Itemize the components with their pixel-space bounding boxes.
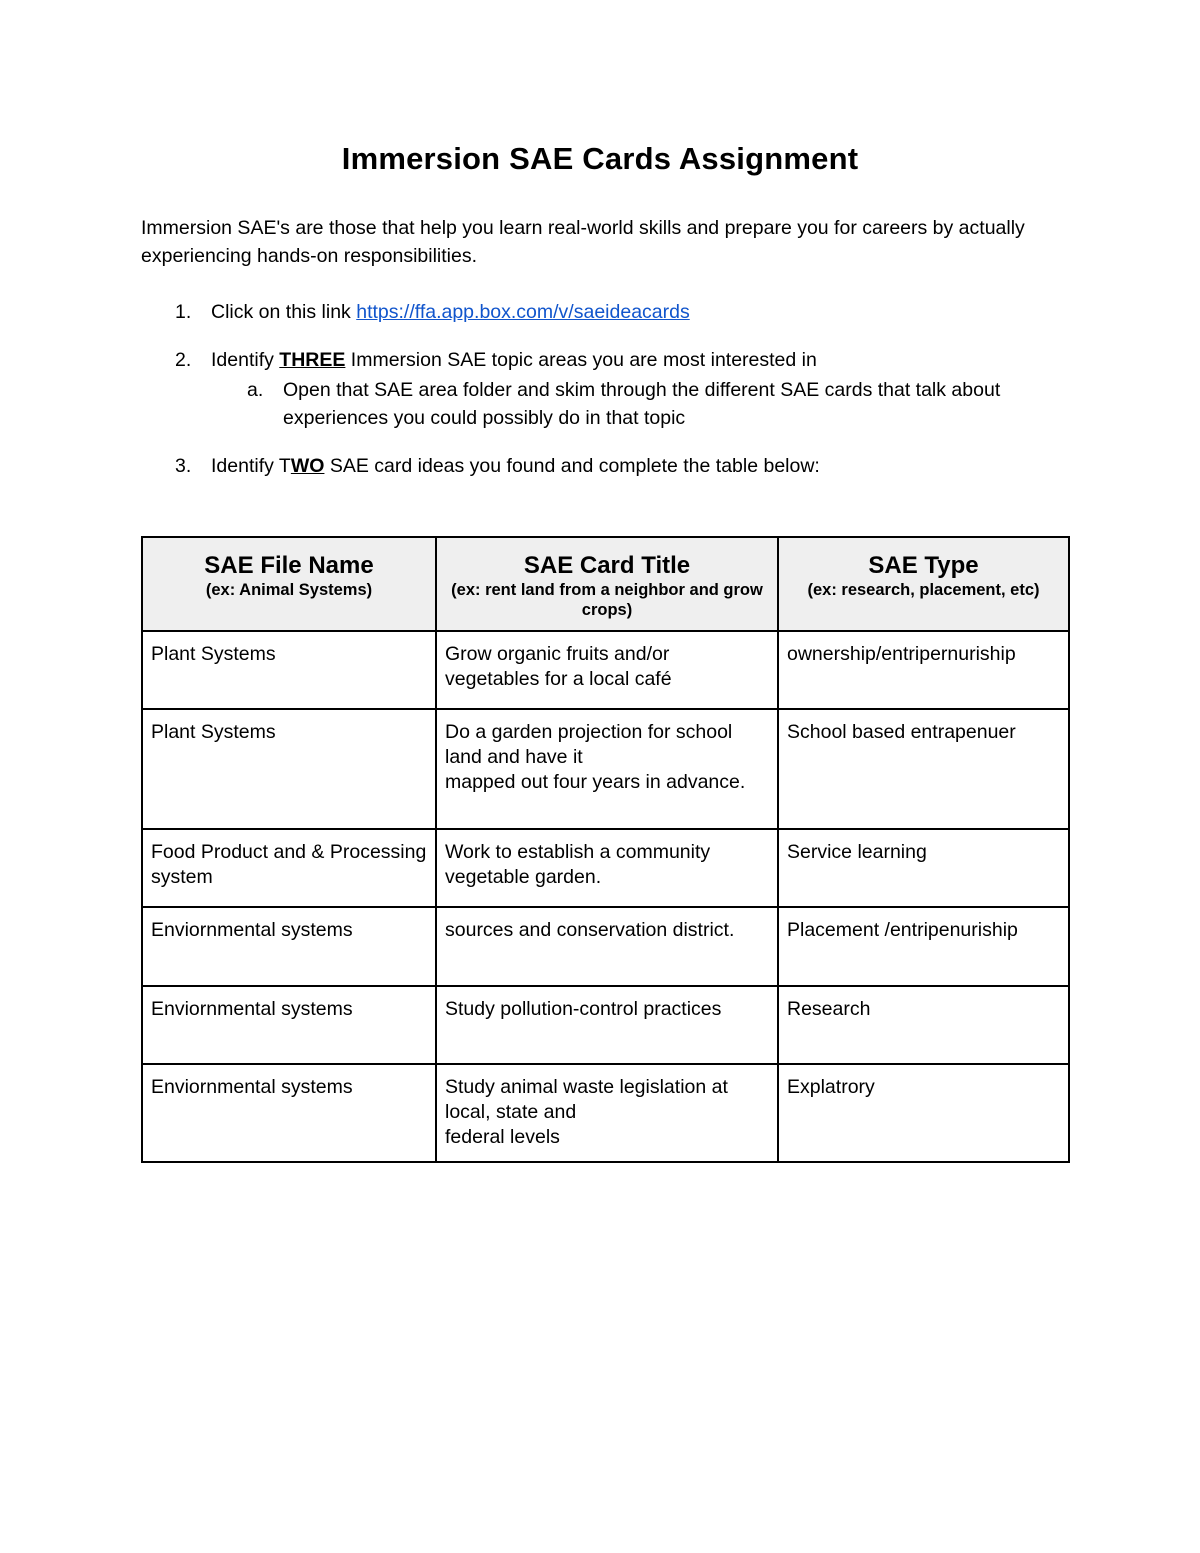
header-example: (ex: research, placement, etc) — [807, 581, 1040, 599]
list-number: 3. — [175, 455, 192, 477]
table-header-row — [142, 537, 1069, 631]
emphasis-wo: WO — [290, 455, 325, 477]
cell-card-title: Grow organic fruits and/or vegetables for a local café — [436, 631, 778, 709]
cell-file-name: Enviornmental systems — [142, 986, 436, 1064]
intro-paragraph: Immersion SAE's are those that help you learn real-world skills and prepare you for careers by actually experiencing hands-on responsibilities. — [141, 217, 1025, 267]
step-text: Immersion SAE topic areas you are most interested in — [345, 349, 817, 371]
table-row — [142, 829, 1069, 907]
sublist-item-text: Open that SAE area folder and skim through the different SAE cards that talk about experiences you could possibly do in that topic — [283, 379, 1001, 429]
table-row — [142, 986, 1069, 1064]
emphasis-three: THREE — [279, 349, 346, 371]
cell-card-title: Do a garden projection for school land and have it mapped out four years in advance. — [436, 709, 778, 829]
sae-cards-table — [141, 536, 1070, 1163]
header-example: (ex: rent land from a neighbor and grow crops) — [451, 581, 763, 619]
cell-file-name: Enviornmental systems — [142, 907, 436, 986]
cell-card-title: sources and conservation district. — [436, 907, 778, 986]
sae-idea-cards-link[interactable]: https://ffa.app.box.com/v/saeideacards — [356, 301, 690, 323]
page-title: Immersion SAE Cards Assignment — [341, 141, 859, 176]
cell-file-name: Enviornmental systems — [142, 1064, 436, 1162]
cell-file-name: Plant Systems — [142, 631, 436, 709]
cell-file-name: Food Product and & Processing system — [142, 829, 436, 907]
table-row — [142, 709, 1069, 829]
sublist-letter: a. — [247, 379, 264, 401]
cell-sae-type: ownership/entripernuriship — [778, 631, 1069, 709]
header-sae-card-title — [436, 537, 778, 631]
header-main: SAE Card Title — [523, 552, 691, 579]
cell-sae-type: School based entrapenuer — [778, 709, 1069, 829]
list-item-text — [211, 298, 1071, 326]
list-item-text — [211, 452, 1071, 480]
cell-sae-type: Placement /entripenuriship — [778, 907, 1069, 986]
list-number: 1. — [175, 301, 192, 323]
table-row — [142, 631, 1069, 709]
cell-sae-type: Service learning — [778, 829, 1069, 907]
header-example: (ex: Animal Systems) — [205, 581, 373, 599]
header-main: SAE Type — [868, 552, 979, 579]
step-text: Identify T — [211, 455, 291, 477]
step-text: SAE card ideas you found and complete the table below: — [324, 455, 820, 477]
cell-card-title: Work to establish a community vegetable garden. — [436, 829, 778, 907]
step-text: Identify — [211, 349, 280, 371]
table-row — [142, 907, 1069, 986]
cell-file-name: Plant Systems — [142, 709, 436, 829]
header-main: SAE File Name — [204, 552, 374, 579]
header-sae-type — [778, 537, 1069, 631]
step-text: Click on this link — [211, 301, 357, 323]
cell-card-title: Study animal waste legislation at local, state and federal levels — [436, 1064, 778, 1162]
cell-sae-type: Research — [778, 986, 1069, 1064]
list-item-text — [211, 346, 1071, 374]
list-number: 2. — [175, 349, 192, 371]
table-row — [142, 1064, 1069, 1162]
cell-card-title: Study pollution-control practices — [436, 986, 778, 1064]
header-sae-file-name — [142, 537, 436, 631]
cell-sae-type: Explatrory — [778, 1064, 1069, 1162]
